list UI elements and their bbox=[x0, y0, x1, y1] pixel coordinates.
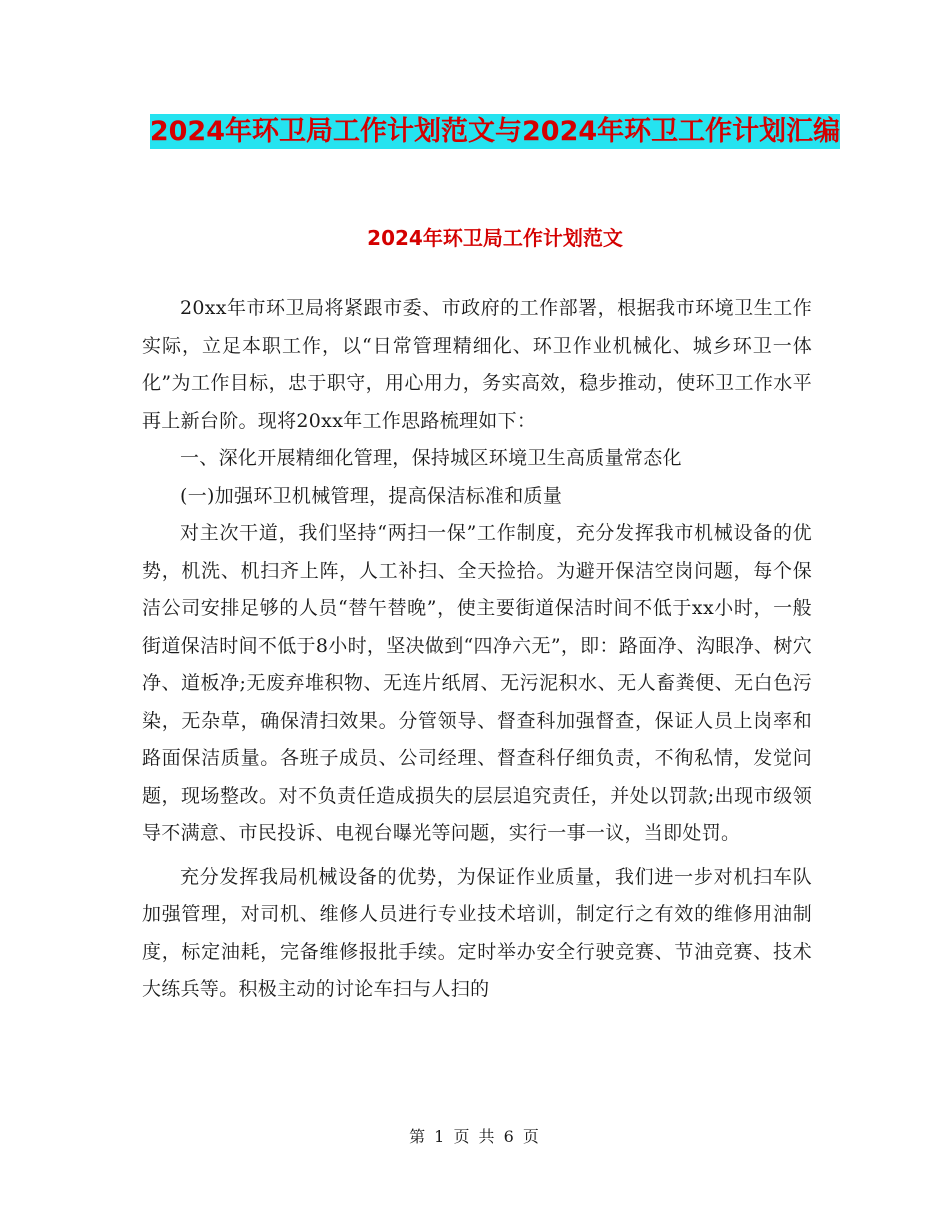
document-title-text: 2024年环卫局工作计划范文与2024年环卫工作计划汇编 bbox=[149, 116, 841, 147]
document-body bbox=[142, 290, 812, 1009]
paragraph-intro: 20xx年市环卫局将紧跟市委、市政府的工作部署，根据我市环境卫生工作实际，立足本职工作，以“日常管理精细化、环卫作业机械化、城乡环卫一体化”为工作目标，忠于职守，用心用力，务实高效，稳步推动，使环卫工作水平再上新台阶。现将20xx年工作思路梳理如下： bbox=[142, 297, 812, 432]
page-footer: 第 1 页 共 6 页 bbox=[409, 1127, 541, 1146]
paragraph-subheading-1: (一)加强环卫机械管理，提高保洁标准和质量 bbox=[180, 484, 563, 507]
paragraph-main-roads: 对主次干道，我们坚持“两扫一保”工作制度，充分发挥我市机械设备的优势，机洗、机扫齐上阵，人工补扫、全天捡拾。为避开保洁空岗问题，每个保洁公司安排足够的人员“替午替晚”，使主要街道保洁时间不低于xx小时，一般街道保洁时间不低于8小时，坚决做到“四净六无”，即：路面净、沟眼净、树穴净、道板净;无废弃堆积物、无连片纸屑、无污泥积水、无人畜粪便、无白色污染，无杂草，确保清扫效果。分管领导、督查科加强督查，保证人员上岗率和路面保洁质量。各班子成员、公司经理、督查科仔细负责，不徇私情，发觉问题，现场整改。对不负责任造成损失的层层追究责任，并处以罚款;出现市级领导不满意、市民投诉、电视台曝光等问题，实行一事一议，当即处罚。 bbox=[142, 522, 812, 844]
paragraph-heading-1: 一、深化开展精细化管理，保持城区环境卫生高质量常态化 bbox=[180, 447, 682, 469]
section-title: 2024年环卫局工作计划范文 bbox=[367, 226, 623, 250]
document-title bbox=[140, 108, 850, 156]
paragraph-machinery: 充分发挥我局机械设备的优势，为保证作业质量，我们进一步对机扫车队加强管理，对司机、维修人员进行专业技术培训，制定行之有效的维修用油制度，标定油耗，完备维修报批手续。定时举办安全行驶竞赛、节油竞赛、技术大练兵等。积极主动的讨论车扫与人扫的 bbox=[142, 865, 812, 1000]
